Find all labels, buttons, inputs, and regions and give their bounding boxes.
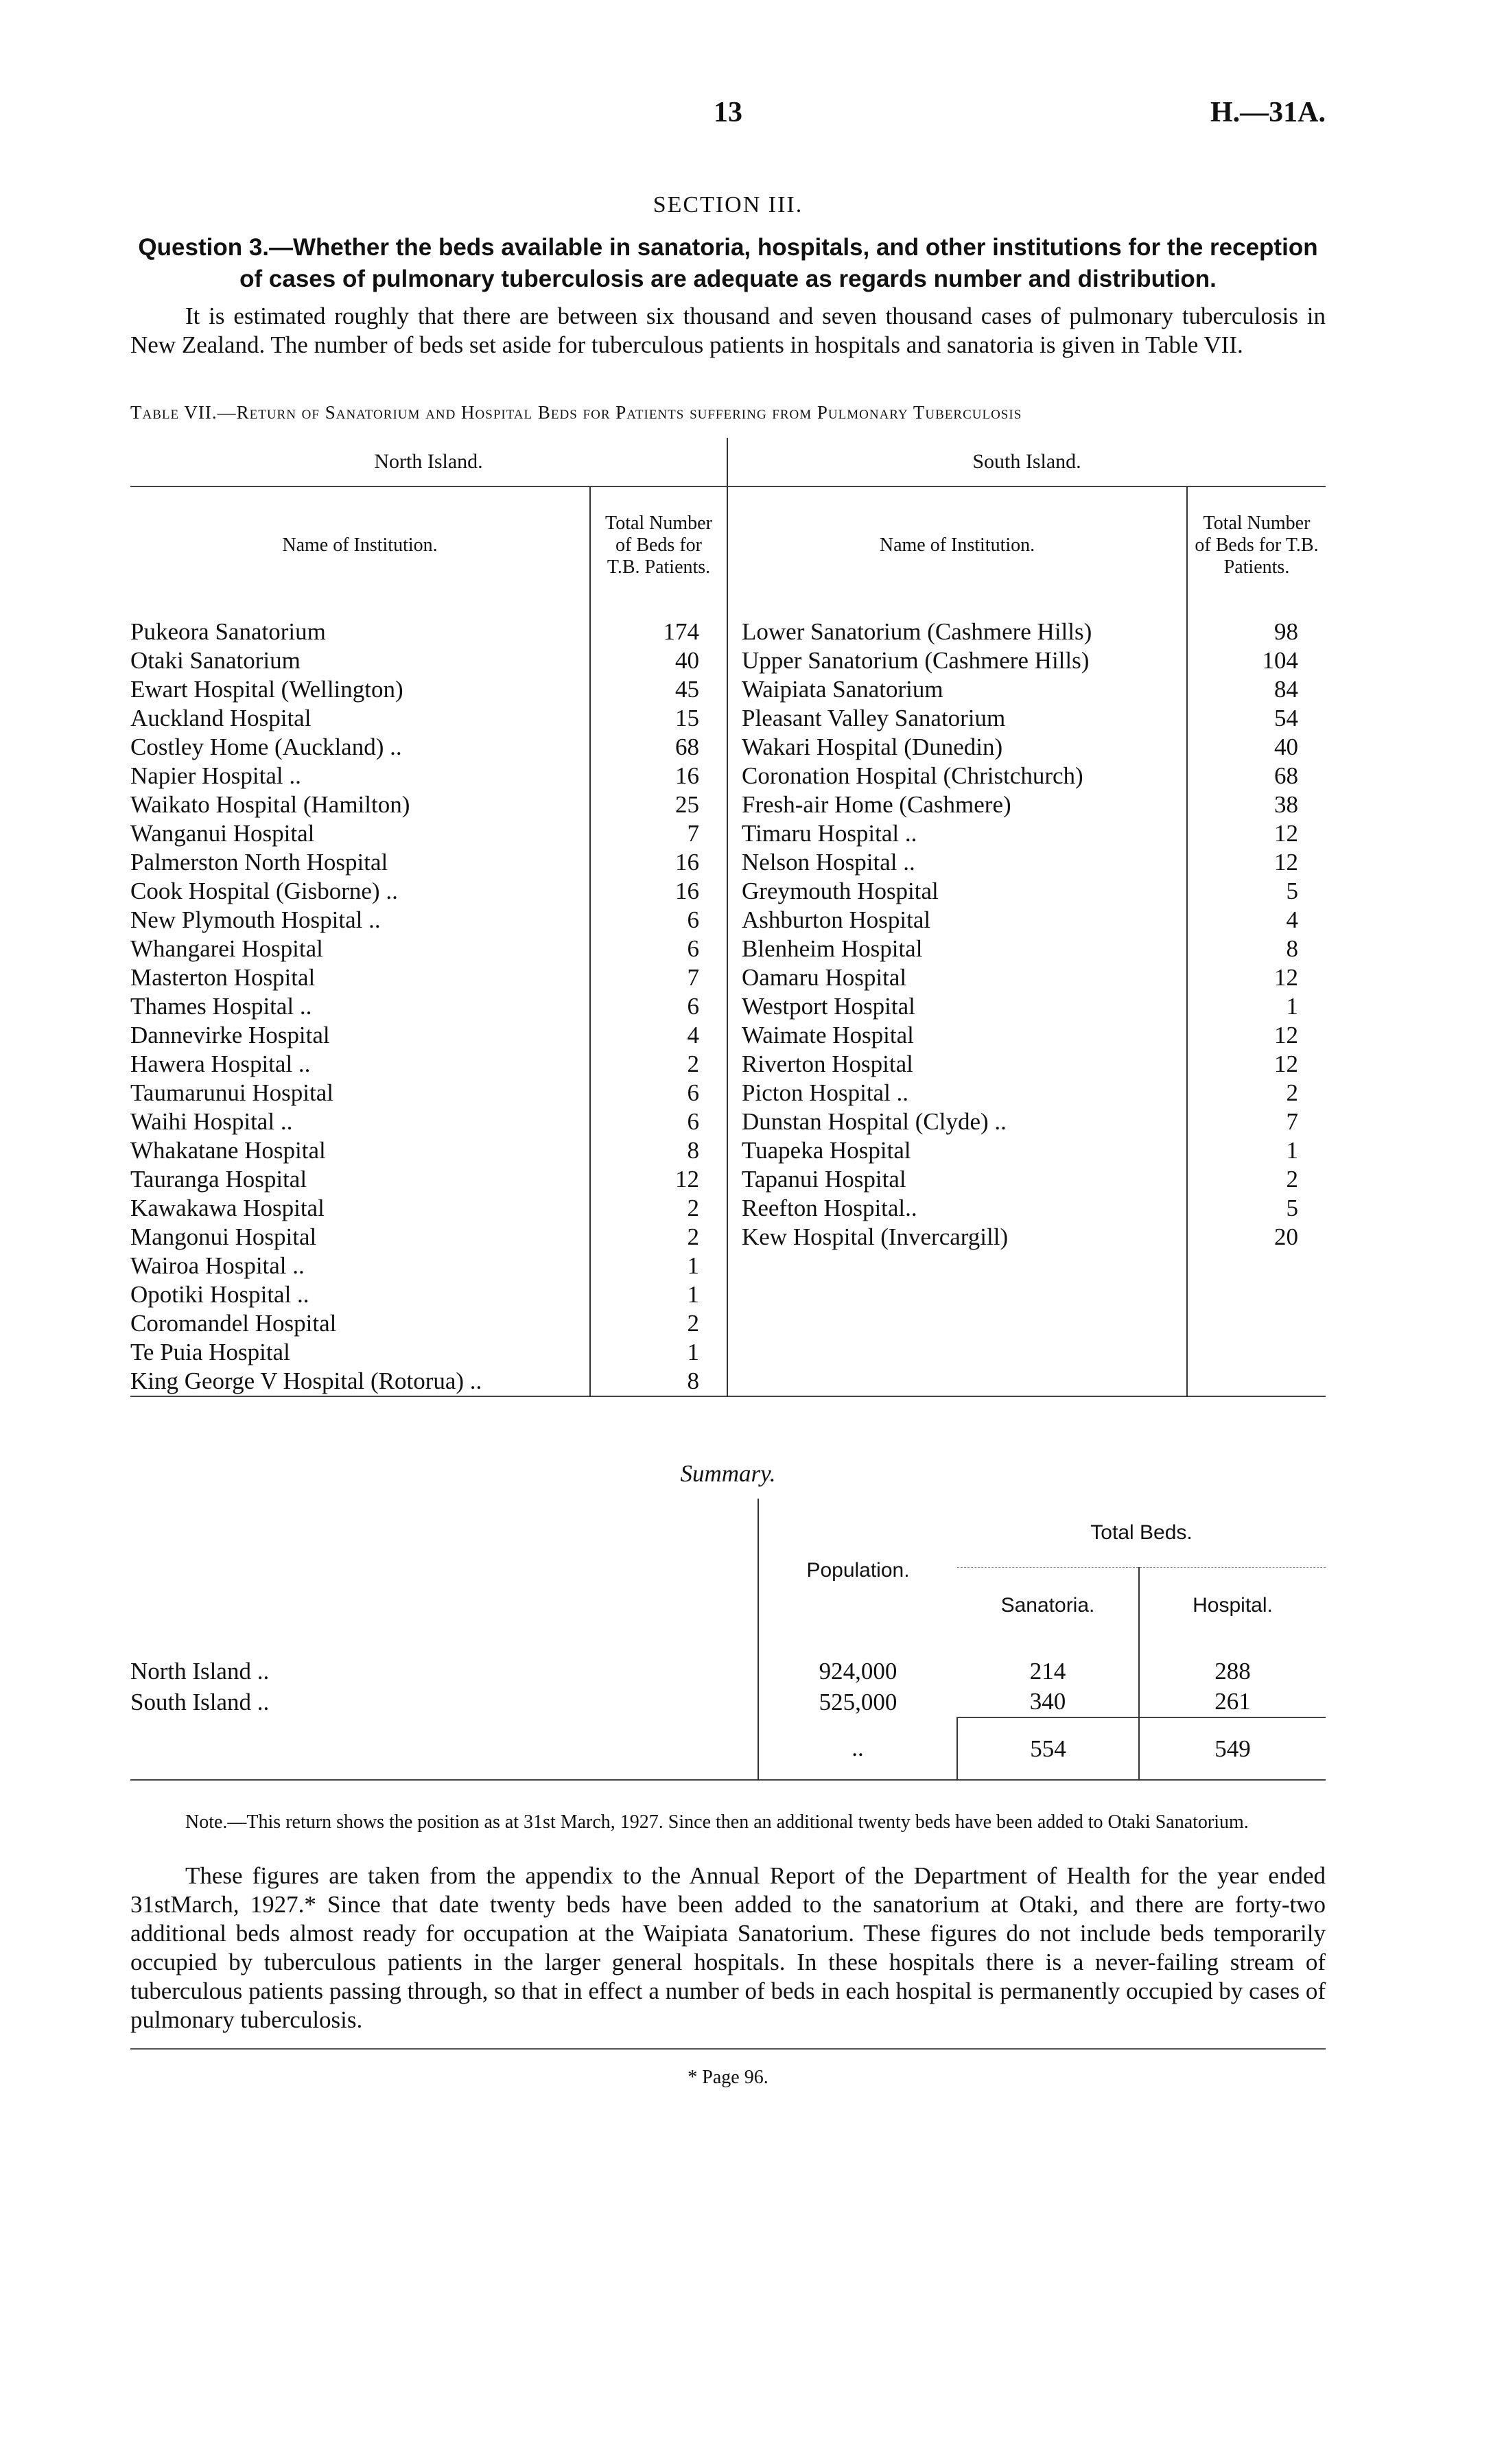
north-institution-name: New Plymouth Hospital .. (130, 906, 381, 933)
empty-cell (727, 1367, 1187, 1396)
population-header: Population. (758, 1499, 957, 1643)
table-row (130, 1107, 1326, 1136)
north-bed-count: 45 (590, 675, 727, 704)
south-bed-count: 12 (1187, 1050, 1326, 1079)
south-institution-name: Fresh-air Home (Cashmere) (727, 790, 1187, 819)
north-bed-count: 2 (590, 1223, 727, 1252)
south-institution-name: Westport Hospital (727, 992, 1187, 1021)
south-bed-count: 68 (1187, 762, 1326, 790)
north-bed-count: 15 (590, 704, 727, 733)
south-institution-name: Greymouth Hospital (727, 877, 1187, 906)
north-institution-name: Wairoa Hospital .. (130, 1252, 305, 1279)
south-bed-count: 20 (1187, 1223, 1326, 1252)
north-institution-name: Mangonui Hospital (130, 1223, 317, 1250)
south-bed-count: 12 (1187, 819, 1326, 848)
north-institution-name: Thames Hospital .. (130, 993, 312, 1020)
table-row (130, 1223, 1326, 1252)
table-row (130, 762, 1326, 790)
north-bed-count: 16 (590, 762, 727, 790)
north-bed-count: 6 (590, 906, 727, 935)
summary-title: Summary. (680, 1460, 776, 1487)
summary-row-north (130, 1643, 1326, 1687)
south-institution-name: Waimate Hospital (727, 1021, 1187, 1050)
north-bed-count: 25 (590, 790, 727, 819)
section-title: SECTION III. (653, 192, 803, 218)
north-bed-count: 1 (590, 1280, 727, 1309)
south-bed-count: 5 (1187, 1194, 1326, 1223)
north-bed-count: 6 (590, 935, 727, 963)
summary-row-south (130, 1687, 1326, 1717)
south-bed-count: 4 (1187, 906, 1326, 935)
south-island-heading: South Island. (727, 438, 1326, 486)
table-row (130, 906, 1326, 935)
empty-cell (727, 1280, 1187, 1309)
north-bed-count: 6 (590, 1107, 727, 1136)
north-bed-count: 7 (590, 819, 727, 848)
south-institution-name: Upper Sanatorium (Cashmere Hills) (727, 646, 1187, 675)
south-institution-name: Waipiata Sanatorium (727, 675, 1187, 704)
table-row (130, 1021, 1326, 1050)
summary-sanatoria: 340 (1029, 1688, 1066, 1715)
north-name-header: Name of Institution. (282, 535, 438, 556)
hospital-header: Hospital. (1139, 1568, 1326, 1643)
table-row (130, 935, 1326, 963)
table-row (130, 1165, 1326, 1194)
south-bed-count: 7 (1187, 1107, 1326, 1136)
north-institution-name: Opotiki Hospital .. (130, 1281, 309, 1308)
north-institution-name: Cook Hospital (Gisborne) .. (130, 878, 398, 904)
table-row (130, 733, 1326, 762)
table-row (130, 790, 1326, 819)
north-bed-count: 4 (590, 1021, 727, 1050)
south-bed-count: 54 (1187, 704, 1326, 733)
document-reference: H.—31A. (1210, 97, 1326, 128)
north-institution-name: Dannevirke Hospital (130, 1022, 330, 1048)
south-bed-count: 98 (1187, 604, 1326, 646)
north-bed-count: 16 (590, 877, 727, 906)
table-row (130, 963, 1326, 992)
north-bed-count: 12 (590, 1165, 727, 1194)
south-institution-name: Dunstan Hospital (Clyde) .. (727, 1107, 1187, 1136)
table-row (130, 675, 1326, 704)
beds-table (130, 438, 1326, 1418)
south-institution-name: Reefton Hospital.. (727, 1194, 1187, 1223)
north-island-heading: North Island. (130, 438, 727, 486)
north-institution-name: Kawakawa Hospital (130, 1195, 325, 1221)
table-row (130, 1252, 1326, 1280)
summary-total-row (130, 1717, 1326, 1780)
south-name-header: Name of Institution. (727, 486, 1187, 604)
south-bed-count: 12 (1187, 848, 1326, 877)
north-bed-count: 7 (590, 963, 727, 992)
south-bed-count: 84 (1187, 675, 1326, 704)
south-institution-name: Wakari Hospital (Dunedin) (727, 733, 1187, 762)
south-bed-count: 2 (1187, 1079, 1326, 1107)
summary-label: North Island .. (130, 1658, 270, 1685)
table-row (130, 1338, 1326, 1367)
south-bed-count: 104 (1187, 646, 1326, 675)
north-bed-count: 174 (590, 604, 727, 646)
north-bed-count: 1 (590, 1338, 727, 1367)
south-bed-count: 1 (1187, 1136, 1326, 1165)
summary-hospital: 288 (1139, 1643, 1326, 1687)
south-bed-count: 5 (1187, 877, 1326, 906)
north-institution-name: Coromandel Hospital (130, 1310, 337, 1337)
north-bed-count: 2 (590, 1309, 727, 1338)
south-institution-name: Lower Sanatorium (Cashmere Hills) (727, 604, 1187, 646)
summary-population: 924,000 (758, 1643, 957, 1687)
table-row (130, 1194, 1326, 1223)
summary-hospital: 261 (1139, 1687, 1326, 1717)
north-institution-name: Palmerston North Hospital (130, 849, 388, 876)
north-institution-name: Auckland Hospital (130, 705, 312, 731)
north-bed-count: 2 (590, 1194, 727, 1223)
south-bed-count: 12 (1187, 1021, 1326, 1050)
question-heading: Question 3.—Whether the beds available in sanatoria, hospitals, and other institutions for the reception of cases of pulmonary tuberculosis are adequate as regards number and distribution. (138, 234, 1318, 292)
north-bed-count: 68 (590, 733, 727, 762)
table-row (130, 1050, 1326, 1079)
divider (130, 2048, 1326, 2050)
south-institution-name: Coronation Hospital (Christchurch) (727, 762, 1187, 790)
north-bed-count: 6 (590, 1079, 727, 1107)
north-institution-name: Costley Home (Auckland) .. (130, 734, 402, 760)
north-institution-name: Pukeora Sanatorium (130, 618, 326, 645)
north-institution-name: Waihi Hospital .. (130, 1108, 293, 1135)
empty-cell (1187, 1338, 1326, 1367)
total-beds-header: Total Beds. (957, 1499, 1326, 1568)
north-bed-count: 2 (590, 1050, 727, 1079)
north-bed-count: 8 (590, 1367, 727, 1396)
north-institution-name: Waikato Hospital (Hamilton) (130, 791, 410, 818)
north-institution-name: Tauranga Hospital (130, 1166, 307, 1193)
north-institution-name: Otaki Sanatorium (130, 647, 301, 674)
north-institution-name: Taumarunui Hospital (130, 1079, 333, 1106)
south-beds-header: Total Number of Beds for T.B. Patients. (1187, 486, 1326, 604)
north-institution-name: Whangarei Hospital (130, 935, 323, 962)
north-bed-count: 40 (590, 646, 727, 675)
table-row (130, 1309, 1326, 1338)
total-population: .. (758, 1717, 957, 1780)
table-row (130, 704, 1326, 733)
north-bed-count: 16 (590, 848, 727, 877)
south-institution-name: Riverton Hospital (727, 1050, 1187, 1079)
south-institution-name: Pleasant Valley Sanatorium (727, 704, 1187, 733)
page-number: 13 (714, 97, 742, 128)
south-bed-count: 38 (1187, 790, 1326, 819)
north-institution-name: King George V Hospital (Rotorua) .. (130, 1368, 482, 1394)
intro-paragraph: It is estimated roughly that there are between six thousand and seven thousand cases of pulmonary tuberculosis in New Zealand. The number of beds set aside for tuberculous patients in hospitals and sanatoria is given in Table VII. (130, 303, 1326, 358)
table-row (130, 604, 1326, 646)
empty-cell (1187, 1367, 1326, 1396)
table-row (130, 1079, 1326, 1107)
empty-cell (1187, 1280, 1326, 1309)
empty-cell (727, 1309, 1187, 1338)
south-institution-name: Kew Hospital (Invercargill) (727, 1223, 1187, 1252)
table-row (130, 992, 1326, 1021)
empty-cell (1187, 1252, 1326, 1280)
south-institution-name: Ashburton Hospital (727, 906, 1187, 935)
south-bed-count: 12 (1187, 963, 1326, 992)
footnote: * Page 96. (688, 2067, 768, 2088)
north-beds-header: Total Number of Beds for T.B. Patients. (590, 486, 727, 604)
south-bed-count: 40 (1187, 733, 1326, 762)
table-row (130, 1367, 1326, 1396)
empty-cell (727, 1252, 1187, 1280)
table-title: Table VII.—Return of Sanatorium and Hospital Beds for Patients suffering from Pulmonary Tuberculosis (130, 402, 1022, 423)
table-row (130, 646, 1326, 675)
north-institution-name: Hawera Hospital .. (130, 1051, 311, 1077)
north-bed-count: 6 (590, 992, 727, 1021)
summary-table (130, 1499, 1326, 1783)
summary-sanatoria: 214 (1029, 1658, 1066, 1685)
south-institution-name: Tuapeka Hospital (727, 1136, 1187, 1165)
north-institution-name: Ewart Hospital (Wellington) (130, 676, 403, 703)
south-institution-name: Timaru Hospital .. (727, 819, 1187, 848)
table-row (130, 819, 1326, 848)
north-institution-name: Napier Hospital .. (130, 762, 301, 789)
empty-cell (1187, 1309, 1326, 1338)
table-note: Note.—This return shows the position as at 31st March, 1927. Since then an additional twenty beds have been added to Otaki Sanatorium. (185, 1811, 1249, 1833)
closing-paragraph: These figures are taken from the appendix to the Annual Report of the Department of Health for the year ended 31stMarch, 1927.* Since that date twenty beds have been added to the sanatorium at Otaki, and there are forty-two additional beds almost ready for occupation at the Waipiata Sanatorium. These figures do not include beds temporarily occupied by tuberculous patients in the larger general hospitals. In these hospitals there is a never-failing stream of tuberculous patients passing through, so that in effect a number of beds in each hospital is permanently occupied by cases of pulmonary tuberculosis. (130, 1862, 1326, 2033)
south-bed-count: 8 (1187, 935, 1326, 963)
empty-cell (727, 1338, 1187, 1367)
south-institution-name: Picton Hospital .. (727, 1079, 1187, 1107)
table-row (130, 1280, 1326, 1309)
north-bed-count: 1 (590, 1252, 727, 1280)
summary-population: 525,000 (758, 1687, 957, 1717)
north-institution-name: Te Puia Hospital (130, 1339, 290, 1365)
table-row (130, 848, 1326, 877)
total-sanatoria: 554 (957, 1717, 1139, 1780)
north-institution-name: Whakatane Hospital (130, 1137, 326, 1164)
south-institution-name: Nelson Hospital .. (727, 848, 1187, 877)
table-row (130, 1136, 1326, 1165)
summary-label: South Island .. (130, 1688, 270, 1715)
south-bed-count: 1 (1187, 992, 1326, 1021)
south-institution-name: Oamaru Hospital (727, 963, 1187, 992)
south-institution-name: Blenheim Hospital (727, 935, 1187, 963)
page-header (130, 96, 1326, 137)
page (130, 0, 1326, 2089)
table-row (130, 877, 1326, 906)
south-institution-name: Tapanui Hospital (727, 1165, 1187, 1194)
north-institution-name: Wanganui Hospital (130, 820, 315, 847)
north-bed-count: 8 (590, 1136, 727, 1165)
north-institution-name: Masterton Hospital (130, 964, 316, 991)
south-bed-count: 2 (1187, 1165, 1326, 1194)
total-hospital: 549 (1139, 1717, 1326, 1780)
sanatoria-header: Sanatoria. (1000, 1593, 1095, 1617)
